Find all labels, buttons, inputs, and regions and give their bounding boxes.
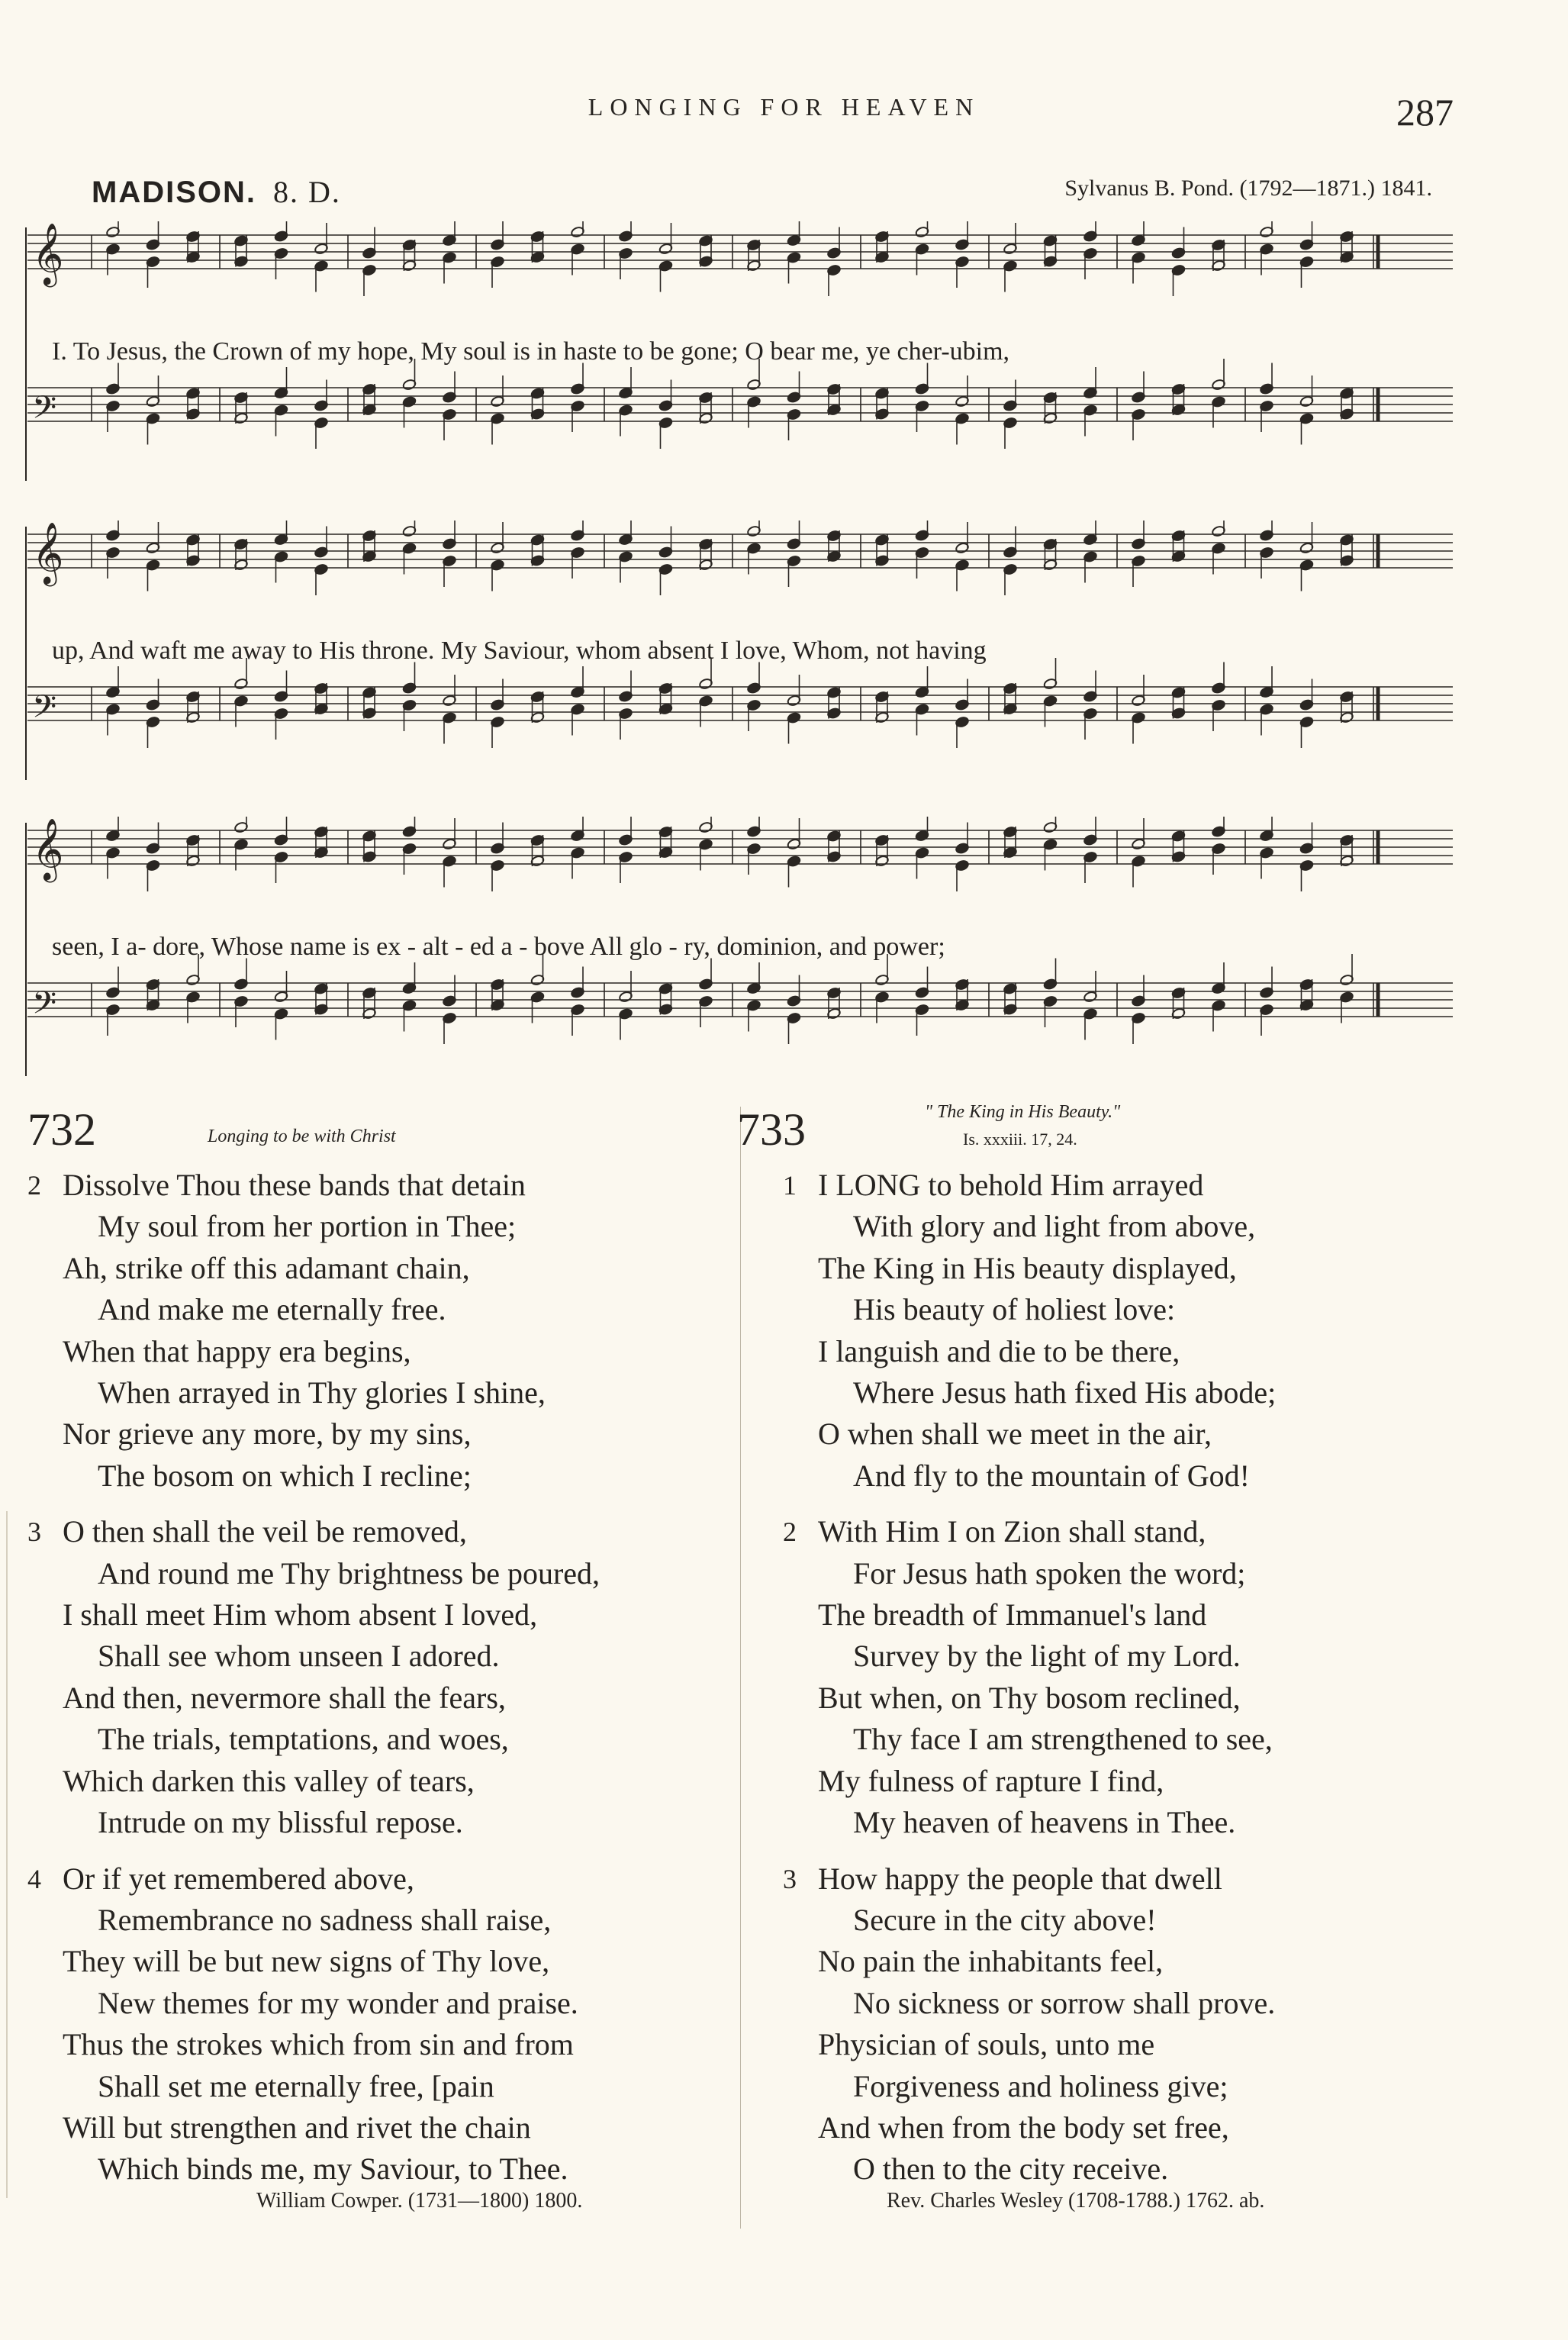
verse-line: I LONG to behold Him arrayed: [818, 1168, 1204, 1202]
verse-line: Which darken this valley of tears,: [63, 1763, 475, 1798]
verse-line: Remembrance no sadness shall raise,: [98, 1902, 552, 1937]
verse-line: I languish and die to be there,: [818, 1333, 1180, 1368]
hymn-author: William Cowper. (1731—1800) 1800.: [256, 2189, 583, 2213]
stanza: [27, 1511, 734, 1843]
stanza: [27, 1858, 734, 2190]
verse-line: With glory and light from above,: [853, 1209, 1256, 1244]
verse-line: But when, on Thy bosom reclined,: [818, 1680, 1241, 1715]
column-divider: [740, 1107, 741, 2229]
verse-line: Shall set me eternally free, [pain: [98, 2068, 494, 2103]
verse-line: Dissolve Thou these bands that detain: [63, 1168, 526, 1202]
verse-line: And round me Thy brightness be poured,: [98, 1555, 600, 1591]
treble-clef-icon: 𝄞: [32, 521, 64, 584]
stanza: [27, 1165, 734, 1497]
verse-line: Thus the strokes which from sin and from: [63, 2027, 574, 2062]
tune-name: [92, 174, 341, 210]
verse-line: O when shall we meet in the air,: [818, 1417, 1212, 1452]
verse-line: The King in His beauty displayed,: [818, 1250, 1237, 1285]
hymn-subtitle: Longing to be with Christ: [208, 1126, 396, 1146]
tune-composer: Sylvanus B. Pond. (1792—1871.) 1841.: [1064, 176, 1432, 201]
music-system-1: [23, 221, 1457, 488]
bass-clef-icon: 𝄢: [32, 389, 57, 434]
verse-line: When that happy era begins,: [63, 1333, 411, 1368]
hymn-text-733: [783, 1165, 1505, 2205]
verse-line: No sickness or sorrow shall prove.: [853, 1985, 1276, 2020]
stanza: [783, 1858, 1505, 2190]
verse-line: My fulness of rapture I find,: [818, 1763, 1164, 1798]
verse-line: With Him I on Zion shall stand,: [818, 1514, 1206, 1549]
verse-line: Intrude on my blissful repose.: [98, 1805, 463, 1840]
hymn-text-732: [27, 1165, 734, 2205]
verse-line: His beauty of holiest love:: [853, 1292, 1176, 1327]
stanza: [783, 1511, 1505, 1843]
tune-title: MADISON.: [92, 176, 256, 209]
verse-line: Shall see whom unseen I adored.: [98, 1639, 500, 1674]
verse-line: Will but strengthen and rivet the chain: [63, 2110, 531, 2145]
verse-line: The trials, temptations, and woes,: [98, 1722, 509, 1757]
stanza-number: 4: [27, 1863, 41, 1894]
verse-line: Forgiveness and holiness give;: [853, 2068, 1228, 2103]
scripture-reference: Is. xxxiii. 17, 24.: [963, 1130, 1077, 1149]
verse-line: The bosom on which I recline;: [98, 1458, 472, 1493]
verse-line: My heaven of heavens in Thee.: [853, 1805, 1236, 1840]
verse-line: Secure in the city above!: [853, 1902, 1157, 1937]
verse-line: And when from the body set free,: [818, 2110, 1229, 2145]
stanza-number: 3: [783, 1863, 797, 1894]
verse-line: And then, nevermore shall the fears,: [63, 1680, 506, 1715]
stanza: [783, 1165, 1505, 1497]
hymn-subtitle: " The King in His Beauty.": [925, 1102, 1121, 1122]
verse-line: My soul from her portion in Thee;: [98, 1209, 517, 1244]
bass-clef-icon: 𝄢: [32, 688, 57, 733]
verse-line: Ah, strike off this adamant chain,: [63, 1250, 470, 1285]
verse-line: New themes for my wonder and praise.: [98, 1985, 578, 2020]
verse-line: I shall meet Him whom absent I loved,: [63, 1597, 538, 1633]
music-system-2: [23, 521, 1457, 788]
verse-line: Physician of souls, unto me: [818, 2027, 1155, 2062]
verse-line: Where Jesus hath fixed His abode;: [853, 1375, 1277, 1410]
treble-clef-icon: 𝄞: [32, 817, 64, 880]
verse-line: O then to the city receive.: [853, 2151, 1169, 2187]
stanza-number: 1: [783, 1170, 797, 1201]
verse-line: When arrayed in Thy glories I shine,: [98, 1375, 546, 1410]
stanza-number: 3: [27, 1516, 41, 1548]
verse-line: How happy the people that dwell: [818, 1861, 1222, 1896]
lyric-line-1: I. To Jesus, the Crown of my hope, My soul is in haste to be gone; O bear me, ye cher-ubim,: [52, 337, 1010, 366]
hymn-number: 732: [27, 1104, 96, 1155]
verse-line: No pain the inhabitants feel,: [818, 1944, 1164, 1979]
stanza-number: 2: [27, 1170, 41, 1201]
bass-clef-icon: 𝄢: [32, 985, 57, 1029]
verse-line: Survey by the light of my Lord.: [853, 1639, 1241, 1674]
music-system-3: [23, 817, 1457, 1084]
verse-line: The breadth of Immanuel's land: [818, 1597, 1207, 1633]
verse-line: And fly to the mountain of God!: [853, 1458, 1250, 1493]
verse-line: Thy face I am strengthened to see,: [853, 1722, 1273, 1757]
verse-line: Nor grieve any more, by my sins,: [63, 1417, 472, 1452]
lyric-line-2: up, And waft me away to His throne. My Saviour, whom absent I love, Whom, not having: [52, 637, 987, 665]
verse-line: For Jesus hath spoken the word;: [853, 1555, 1246, 1591]
page-edge-mark: [6, 1511, 8, 2198]
verse-line: O then shall the veil be removed,: [63, 1514, 467, 1549]
verse-line: They will be but new signs of Thy love,: [63, 1944, 550, 1979]
verse-line: And make me eternally free.: [98, 1292, 446, 1327]
hymn-number: 733: [737, 1104, 806, 1155]
verse-line: Which binds me, my Saviour, to Thee.: [98, 2151, 568, 2187]
running-head: LONGING FOR HEAVEN: [588, 93, 980, 121]
tune-meter: 8. D.: [273, 175, 341, 209]
lyric-line-3: seen, I a- dore, Whose name is ex - alt - ed a - bove All glo - ry, dominion, and power;: [52, 933, 945, 961]
treble-clef-icon: 𝄞: [32, 222, 64, 285]
stanza-number: 2: [783, 1516, 797, 1548]
hymn-author: Rev. Charles Wesley (1708-1788.) 1762. ab.: [887, 2189, 1265, 2213]
verse-line: Or if yet remembered above,: [63, 1861, 414, 1896]
page-number: 287: [1396, 91, 1454, 134]
